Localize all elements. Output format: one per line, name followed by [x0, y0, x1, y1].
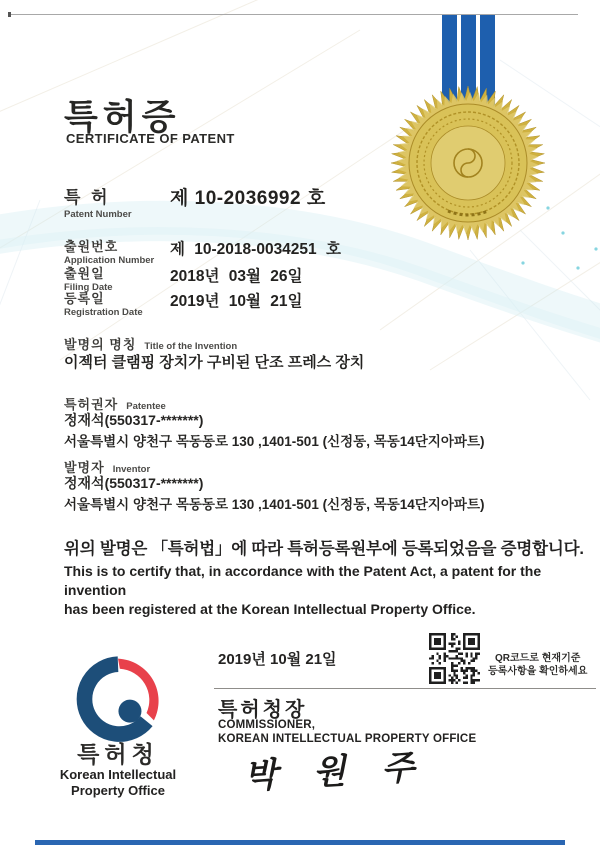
application-label-ko: 출원번호 — [64, 239, 119, 254]
qr-caption-line1: QR코드로 현재기준 — [494, 653, 581, 664]
filing-label-ko: 출원일 — [64, 266, 105, 281]
statement-korean: 위의 발명은 「특허법」에 따라 특허등록원부에 등록되었음을 증명합니다. — [64, 540, 584, 558]
kipo-emblem-icon — [72, 655, 164, 747]
patent-number-label — [64, 183, 132, 220]
patentee-label-en: Patentee — [126, 401, 166, 412]
filing-label-en: Filing Date — [64, 282, 113, 293]
commissioner-signature: 박 원 주 — [243, 747, 428, 797]
patent-label-ko: 특 허 — [64, 188, 111, 207]
kipo-en-line2: Property Office — [71, 783, 165, 798]
invention-title-value: 이젝터 클램핑 장치가 구비된 단조 프레스 장치 — [64, 354, 365, 371]
issue-date: 2019년 10월 21일 — [218, 651, 337, 668]
kipo-en-line1: Korean Intellectual — [59, 767, 177, 782]
patent-label-en: Patent Number — [64, 209, 132, 220]
application-number-value: 제 10-2018-0034251 호 — [170, 241, 341, 258]
inventor-label-en: Inventor — [112, 464, 151, 475]
statement-english — [64, 562, 574, 619]
patent-number-value: 제 10-2036992 호 — [170, 188, 326, 209]
patentee-label-ko: 특허권자 — [64, 397, 119, 412]
commissioner-title-ko: 특허청장 — [218, 699, 308, 721]
kipo-name-ko: 특허청 — [77, 741, 159, 767]
inventor-name: 정재석(550317-*******) — [64, 475, 204, 491]
top-rule-tick — [8, 12, 11, 17]
commissioner-en-line1: COMMISSIONER, — [218, 719, 316, 731]
filing-date-value: 2018년 03월 26일 — [170, 268, 303, 285]
signature-rule — [214, 688, 596, 689]
patentee-address: 서울특별시 양천구 목동동로 130 ,1401-501 (신정동, 목동14단지아파트) — [64, 434, 485, 449]
kipo-name-en — [38, 767, 198, 799]
invention-label-en: Title of the Invention — [144, 341, 238, 352]
application-label-en: Application Number — [64, 255, 155, 266]
registration-date-value: 2019년 10월 21일 — [170, 293, 303, 310]
gold-seal-medal — [388, 83, 548, 243]
inventor-label-ko: 발명자 — [64, 460, 105, 475]
registration-label-ko: 등록일 — [64, 291, 105, 306]
qr-caption-line2: 등록사항을 확인하세요 — [488, 666, 588, 677]
commissioner-en-line2: KOREAN INTELLECTUAL PROPERTY OFFICE — [218, 732, 477, 745]
qr-caption — [488, 652, 587, 678]
inventor-address: 서울특별시 양천구 목동동로 130 ,1401-501 (신정동, 목동14단지아파트) — [64, 497, 485, 512]
statement-english-line1: This is to certify that, in accordance with the Patent Act, a patent for the invention — [64, 563, 542, 598]
invention-label-ko: 발명의 명칭 — [64, 337, 137, 352]
patentee-name: 정재석(550317-*******) — [64, 412, 204, 428]
certificate-title-ko: 특허증 — [64, 98, 181, 137]
qr-code — [429, 633, 480, 684]
registration-date-label — [64, 288, 143, 318]
application-number-label — [64, 236, 154, 266]
certificate-title-en: CERTIFICATE OF PATENT — [66, 131, 235, 146]
registration-label-en: Registration Date — [64, 307, 143, 318]
statement-english-line2: has been registered at the Korean Intellectual Property Office. — [64, 601, 476, 617]
footer-blue-bar — [35, 840, 565, 845]
commissioner-title-en — [218, 719, 476, 746]
